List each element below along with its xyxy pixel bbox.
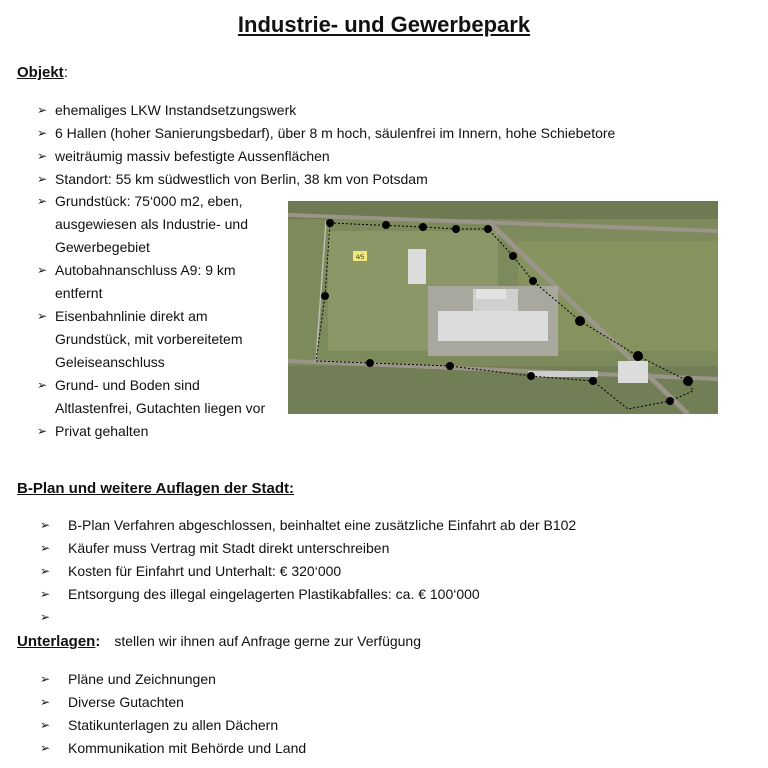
unterlagen-list (40, 668, 740, 760)
map-label: 4/5 (355, 255, 365, 261)
arrow-bullet-icon: ➢ (40, 718, 51, 732)
arrow-bullet-icon: ➢ (40, 610, 51, 624)
list-item-text: B-Plan Verfahren abgeschlossen, beinhaltet eine zusätzliche Einfahrt ab der B102 (68, 517, 577, 533)
list-item-text: Grund- und Boden sind Altlastenfrei, Gutachten liegen vor (55, 377, 266, 416)
objekt-heading-colon: : (63, 64, 68, 81)
arrow-bullet-icon: ➢ (37, 149, 48, 163)
list-item-text: Standort: 55 km südwestlich von Berlin, 38 km von Potsdam (55, 171, 428, 187)
objekt-narrow-list (37, 190, 277, 443)
list-item-text: Grundstück: 75‘000 m2, eben, ausgewiesen als Industrie- und Gewerbegebiet (55, 193, 249, 255)
list-item (37, 190, 277, 259)
arrow-bullet-icon: ➢ (40, 741, 51, 755)
aerial-map (288, 201, 718, 414)
list-item-text: Käufer muss Vertrag mit Stadt direkt unterschreiben (68, 540, 390, 556)
objekt-heading-label: Objekt (17, 64, 64, 81)
bplan-heading (17, 480, 294, 497)
unterlagen-heading-note: stellen wir ihnen auf Anfrage gerne zur Verfügung (114, 633, 422, 649)
list-item-text: weiträumig massiv befestigte Aussenflächen (55, 148, 330, 164)
objekt-list (37, 99, 757, 191)
aerial-site-photo (288, 201, 718, 414)
list-item-text: Kommunikation mit Behörde und Land (68, 740, 307, 756)
list-item-text: 6 Hallen (hoher Sanierungsbedarf), über 8 m hoch, säulenfrei im Innern, hohe Schiebetore (55, 125, 616, 141)
unterlagen-heading (17, 633, 421, 650)
unterlagen-heading-label: Unterlagen (17, 633, 96, 650)
list-item (37, 420, 277, 443)
arrow-bullet-icon: ➢ (40, 541, 51, 555)
list-item (40, 537, 740, 560)
bplan-heading-label: B-Plan und weitere Auflagen der Stadt: (17, 480, 294, 497)
unterlagen-heading-colon: : (95, 633, 101, 650)
list-item (37, 122, 757, 145)
arrow-bullet-icon: ➢ (37, 424, 48, 438)
arrow-bullet-icon: ➢ (37, 126, 48, 140)
list-item (37, 305, 277, 374)
list-item-text: Autobahnanschluss A9: 9 km entfernt (55, 262, 236, 301)
list-item-text: Pläne und Zeichnungen (68, 671, 216, 687)
objekt-heading (17, 64, 68, 81)
arrow-bullet-icon: ➢ (40, 518, 51, 532)
list-item-text: Statikunterlagen zu allen Dächern (68, 717, 279, 733)
arrow-bullet-icon: ➢ (37, 378, 48, 392)
list-item (40, 560, 740, 583)
list-item (40, 691, 740, 714)
list-item-text: Kosten für Einfahrt und Unterhalt: € 320‘000 (68, 563, 342, 579)
list-item-text: Diverse Gutachten (68, 694, 184, 710)
list-item (40, 514, 740, 537)
arrow-bullet-icon: ➢ (37, 194, 48, 208)
bplan-list (40, 514, 740, 624)
list-item (37, 168, 757, 191)
list-item-text: ehemaliges LKW Instandsetzungswerk (55, 102, 297, 118)
page-title: Industrie- und Gewerbepark (237, 12, 531, 37)
list-item (40, 583, 740, 606)
list-item (40, 737, 740, 760)
arrow-bullet-icon: ➢ (37, 263, 48, 277)
arrow-bullet-icon: ➢ (37, 172, 48, 186)
list-item (40, 668, 740, 691)
arrow-bullet-icon: ➢ (37, 103, 48, 117)
list-item-text: Privat gehalten (55, 423, 149, 439)
list-item (37, 374, 277, 420)
arrow-bullet-icon: ➢ (40, 695, 51, 709)
list-item (37, 99, 757, 122)
list-item-text: Entsorgung des illegal eingelagerten Plastikabfalles: ca. € 100‘000 (68, 586, 480, 602)
arrow-bullet-icon: ➢ (40, 672, 51, 686)
arrow-bullet-icon: ➢ (40, 564, 51, 578)
arrow-bullet-icon: ➢ (40, 587, 51, 601)
list-item-text: Eisenbahnlinie direkt am Grundstück, mit vorbereitetem Geleiseanschluss (55, 308, 243, 370)
arrow-bullet-icon: ➢ (37, 309, 48, 323)
list-item (37, 145, 757, 168)
list-item (37, 259, 277, 305)
list-item (40, 714, 740, 737)
